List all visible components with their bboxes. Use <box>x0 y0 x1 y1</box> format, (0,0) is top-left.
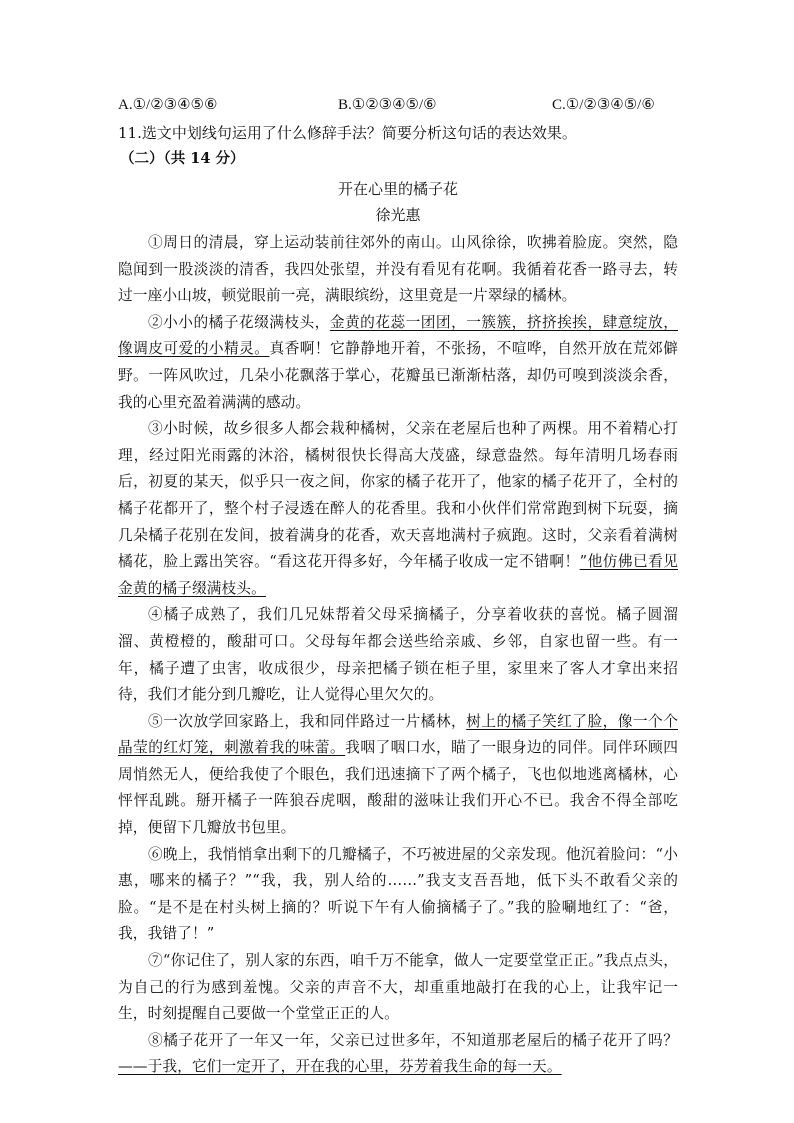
paragraph-3-underlined-sentence: ”他仿佛已看见金黄的橘子缀满枝头。 <box>118 553 678 597</box>
article-title: 开在心里的橘子花 <box>337 180 458 198</box>
paragraph-3-text: ③小时候，故乡很多人都会栽种橘树，父亲在老屋后也种了两棵。用不着精心打理，经过阳光雨露的沐浴，橘树很快长得高大茂盛，绿意盎然。每年清明几场春雨后，初夏的某天，似乎只一夜之间，你家的橘子花开了，他家的橘子花开了，全村的橘子花都开了，整个村子浸透在醉人的花香里。我和小伙伴们常常跑到树下玩耍，摘几朵橘子花别在发间，披着满身的花香，欢天喜地满村子疯跑。这时，父亲看着满树橘花，脸上露出笑容。“看这花开得多好，今年橘子收成一定不错啊！ <box>118 420 678 571</box>
paragraph-2-text-start: ②小小的橘子花缀满枝头， <box>148 313 330 331</box>
paragraph-5-text-start: ⑤一次放学回家路上，我和同伴路过一片橘林， <box>148 712 467 730</box>
paragraph-6 <box>118 842 678 948</box>
option-a: A.①/②③④⑤⑥ <box>118 97 218 113</box>
question-11: 11.选文中划线句运用了什么修辞手法？简要分析这句话的表达效果。 <box>118 124 577 142</box>
paragraph-8-text: ⑧橘子花开了一年又一年，父亲已过世多年，不知道那老屋后的橘子花开了吗？ <box>148 1031 678 1049</box>
paragraph-7 <box>118 948 678 1028</box>
answer-options <box>118 94 678 120</box>
paragraph-3 <box>118 416 678 602</box>
article-author: 徐光惠 <box>375 206 421 224</box>
paragraph-2-underlined-sentence: 金黄的花蕊一团团，一簇簇，挤挤挨挨，肆意绽放，像调皮可爱的小精灵。 <box>118 313 678 358</box>
paragraph-7-text: ⑦“你记住了，别人家的东西，咱千万不能拿，做人一定要堂堂正正。”我点点头，为自己的行为感到羞愧。父亲的声音不大，却重重地敲打在我的心上，让我牢记一生，时刻提醒自己要做一个堂堂正正的人。 <box>118 952 678 1023</box>
paragraph-4-text: ④橘子成熟了，我们几兄妹帮着父母采摘橘子，分享着收获的喜悦。橘子圆溜溜、黄橙橙的，酸甜可口。父母每年都会送些给亲戚、乡邻，自家也留一些。有一年，橘子遭了虫害，收成很少，母亲把橘子锁在柜子里，家里来了客人才拿出来招待，我们才能分到几瓣吃，让人觉得心里欠欠的。 <box>118 606 678 704</box>
paragraph-8-underlined-sentence: ——于我，它们一定开了，开在我的心里，芬芳着我生命的每一天。 <box>118 1058 562 1076</box>
paragraph-4 <box>118 602 678 708</box>
option-c: C.①/②③④⑤/⑥ <box>552 97 655 113</box>
option-b: B.①②③④⑤/⑥ <box>338 97 437 113</box>
document-page <box>118 94 678 1081</box>
paragraph-5-text-end: 我咽了咽口水，瞄了一眼身边的同伴。同伴环顾四周悄然无人，便给我使了个眼色，我们迅速摘下了两个橘子，飞也似地逃离橘林，心怦怦乱跳。掰开橘子一阵狼吞虎咽，酸甜的滋味让我们开心不已。我舍不得全部吃掉，便留下几瓣放书包里。 <box>118 739 678 837</box>
paragraph-8 <box>118 1028 678 1081</box>
paragraph-6-text: ⑥晚上，我悄悄拿出剩下的几瓣橘子，不巧被进屋的父亲发现。他沉着脸问：“小惠，哪来的橘子？”“我，我，别人给的……”我支支吾吾地，低下头不敢看父亲的脸。“是不是在村头树上摘的？听说下午有人偷摘橘子了。”我的脸唰地红了：“爸，我，我错了！” <box>118 845 678 943</box>
paragraph-1-text: ①周日的清晨，穿上运动装前往郊外的南山。山风徐徐，吹拂着脸庞。突然，隐隐闻到一股淡淡的清香，我四处张望，并没有看见有花啊。我循着花香一路寻去，转过一座小山坡，顿觉眼前一亮，满眼缤纷，这里竟是一片翠绿的橘林。 <box>118 234 678 305</box>
paragraph-5-underlined-sentence: 树上的橘子笑红了脸，像一个个晶莹的红灯笼，刺激着我的味蕾。 <box>118 712 678 757</box>
paragraph-1 <box>118 230 678 310</box>
paragraph-2-text-end: 真香啊！它静静地开着，不张扬，不喧哗，自然开放在荒郊僻野。一阵风吹过，几朵小花飘落于掌心，花瓣虽已渐渐枯落，却仍可嗅到淡淡余香，我的心里充盈着满满的感动。 <box>118 340 678 411</box>
paragraph-5 <box>118 709 678 842</box>
section-header: （二）（共 14 分） <box>120 150 245 167</box>
paragraph-2 <box>118 310 678 416</box>
